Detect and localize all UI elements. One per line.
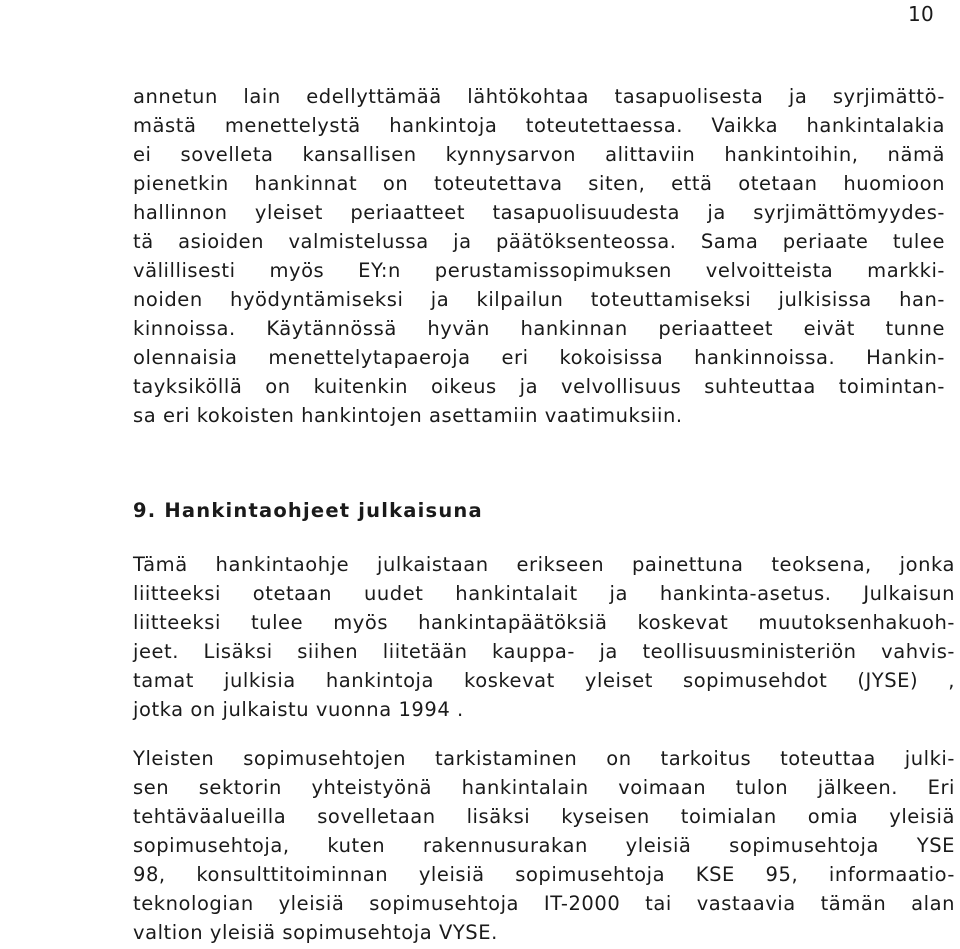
text-line: hallinnon yleiset periaatteet tasapuolisuudesta ja syrjimättömyydes- bbox=[133, 201, 945, 224]
text-line: mästä menettelystä hankintoja toteutettaessa. Vaikka hankintalakia bbox=[133, 114, 945, 137]
page-number: 10 bbox=[908, 2, 935, 26]
text-line: ei sovelleta kansallisen kynnysarvon alittaviin hankintoihin, nämä bbox=[133, 143, 945, 166]
text-line: jotka on julkaistu vuonna 1994 . bbox=[133, 698, 464, 721]
text-line: välillisesti myös EY:n perustamissopimuksen velvoitteista markki- bbox=[133, 259, 945, 282]
text-line: tayksiköllä on kuitenkin oikeus ja velvollisuus suhteuttaa toimintan- bbox=[133, 375, 945, 398]
paragraph-2 bbox=[133, 550, 955, 724]
text-line: tä asioiden valmistelussa ja päätöksenteossa. Sama periaate tulee bbox=[133, 230, 945, 253]
text-line: 98, konsulttitoiminnan yleisiä sopimusehtoja KSE 95, informaatio- bbox=[133, 863, 955, 886]
text-line: Tämä hankintaohje julkaistaan erikseen painettuna teoksena, jonka bbox=[133, 553, 955, 576]
text-line: sopimusehtoja, kuten rakennusurakan yleisiä sopimusehtoja YSE bbox=[133, 834, 955, 857]
text-line: liitteeksi tulee myös hankintapäätöksiä koskevat muutoksenhakuoh- bbox=[133, 611, 955, 634]
text-line: valtion yleisiä sopimusehtoja VYSE. bbox=[133, 921, 498, 944]
text-line: tehtäväalueilla sovelletaan lisäksi kyseisen toimialan omia yleisiä bbox=[133, 805, 955, 828]
text-line: tamat julkisia hankintoja koskevat yleiset sopimusehdot (JYSE) , bbox=[133, 669, 955, 692]
text-line: kinnoissa. Käytännössä hyvän hankinnan periaatteet eivät tunne bbox=[133, 317, 945, 340]
text-line: annetun lain edellyttämää lähtökohtaa tasapuolisesta ja syrjimättö- bbox=[133, 85, 945, 108]
text-line: jeet. Lisäksi siihen liitetään kauppa- ja teollisuusministeriön vahvis- bbox=[133, 640, 955, 663]
text-line: olennaisia menettelytapaeroja eri kokoisissa hankinnoissa. Hankin- bbox=[133, 346, 945, 369]
text-line: liitteeksi otetaan uudet hankintalait ja hankinta-asetus. Julkaisun bbox=[133, 582, 955, 605]
text-line: Yleisten sopimusehtojen tarkistaminen on tarkoitus toteuttaa julki- bbox=[133, 747, 955, 770]
text-line: pienetkin hankinnat on toteutettava siten, että otetaan huomioon bbox=[133, 172, 945, 195]
text-line: teknologian yleisiä sopimusehtoja IT-2000 tai vastaavia tämän alan bbox=[133, 892, 955, 915]
section-heading: 9. Hankintaohjeet julkaisuna bbox=[133, 499, 483, 522]
paragraph-3 bbox=[133, 744, 955, 947]
text-line: sen sektorin yhteistyönä hankintalain voimaan tulon jälkeen. Eri bbox=[133, 776, 955, 799]
paragraph-1 bbox=[133, 82, 945, 430]
text-line: sa eri kokoisten hankintojen asettamiin vaatimuksiin. bbox=[133, 404, 683, 427]
text-line: noiden hyödyntämiseksi ja kilpailun toteuttamiseksi julkisissa han- bbox=[133, 288, 945, 311]
